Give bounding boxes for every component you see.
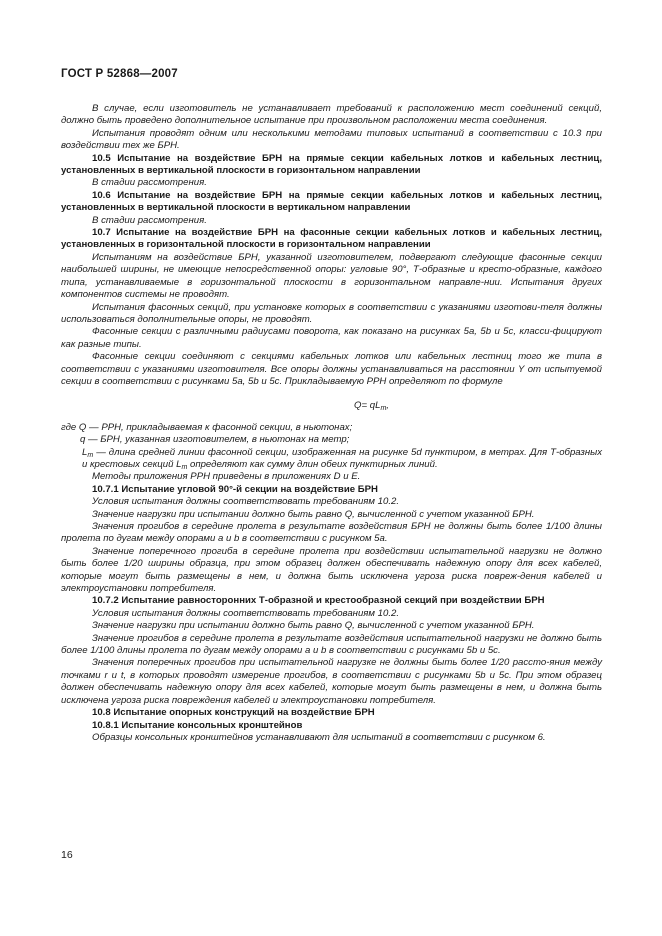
paragraph: Методы приложения PPH приведены в приложениях D и Е. (92, 471, 361, 483)
paragraph: В стадии рассмотрения. (92, 177, 207, 189)
formula (61, 400, 602, 412)
legend-subscript: m (87, 451, 94, 459)
paragraph: Испытаниям на воздействие БРН, указанной изготовителем, подвергают следующие фасонные секции наибольшей ширины, не имеющие непосредственной опоры: угловые 90°, Т-образные и кресто-образные, каждого типа, устанавливаемые в горизонтальной плоскости в горизонтальном направле-нии. Испытания других компонентов системы не проводят. (61, 251, 602, 301)
document-header: ГОСТ Р 52868—2007 (61, 68, 178, 80)
section-heading-10-8-1: 10.8.1 Испытание консольных кронштейнов (92, 719, 303, 731)
paragraph: Условия испытания должны соответствовать требованиям 10.2. (92, 607, 399, 619)
paragraph: Испытания проводят одним или несколькими методами типовых испытаний в соответствии с 10.3 при воздействии тех же БРН. (61, 127, 602, 152)
paragraph: В стадии рассмотрения. (92, 214, 207, 226)
formula-main: Q= qL (354, 400, 381, 412)
legend-subscript: m (181, 463, 188, 471)
formula-subscript: m (380, 405, 387, 413)
paragraph: Образцы консольных кронштейнов устанавливают для испытаний в соответствии с рисунком 6. (92, 731, 546, 743)
section-heading-10-5: 10.5 Испытание на воздействие БРН на прямые секции кабельных лотков и кабельных лестниц, установленных в вертикальной плоскости в горизонтальном направлении (61, 152, 602, 177)
section-heading-10-7-1: 10.7.1 Испытание угловой 90°-й секции на воздействие БРН (92, 483, 378, 495)
section-heading-10-6: 10.6 Испытание на воздействие БРН на прямые секции кабельных лотков и кабельных лестниц, установленных в вертикальной плоскости в вертикальном направлении (61, 189, 602, 214)
formula-legend-lm (61, 447, 602, 472)
paragraph: Значения поперечных прогибов при испытательной нагрузке не должны быть более 1/20 рассто-яния между точками r и t, в которых проводят измерение прогибов, в соответствии с рисунками 5b и 5с. При этом образец должен обеспечивать надежную опору для всех кабелей, которые могут быть размещены в нем, и должна быть исключена угроза риска повреждения кабелей и электроустановки потребителя. (61, 657, 602, 706)
page-number: 16 (61, 849, 73, 861)
paragraph: Значение нагрузки при испытании должно быть равно Q, вычисленной с учетом указанной БРН. (92, 508, 535, 520)
legend-text: — длина средней линии фасонной секции, изображенная на рисунке 5d пунктиром, в метрах. Для Т-образных и крестовых секций L (82, 446, 602, 470)
section-heading-10-7-2: 10.7.2 Испытание равносторонних Т-образной и крестообразной секций при воздействии БРН (92, 595, 545, 607)
paragraph: Значения прогибов в середине пролета в результате воздействия БРН не должны быть более 1/100 длины пролета по дугам между опорами а и b в соответствии с рисунком 5а. (61, 521, 602, 545)
legend-text-tail: определяют как сумму длин обеих пунктирных линий. (187, 458, 438, 470)
paragraph: Условия испытания должны соответствовать требованиям 10.2. (92, 496, 399, 508)
legend-symbol: L (82, 446, 88, 458)
paragraph: Фасонные секции соединяют с секциями кабельных лотков или кабельных лестниц того же типа в соответствии с указаниями изготовителя. Все опоры должны устанавливаться на расстоянии Y от испытуемой секции в соответствии с рисунками 5а, 5b и 5с. Прикладываемую PPH определяют по формуле (61, 351, 602, 387)
paragraph: Фасонные секции с различными радиусами поворота, как показано на рисунках 5а, 5b и 5с, класси-фицируют как разные типы. (61, 326, 602, 350)
paragraph: В случае, если изготовитель не устанавливает требований к расположению мест соединений секций, должно быть проведено дополнительное испытание при произвольном расположении места соединения. (61, 103, 602, 127)
formula-tail: , (386, 400, 389, 412)
section-heading-10-8: 10.8 Испытание опорных конструкций на воздействие БРН (92, 707, 375, 719)
paragraph: Значение прогибов в середине пролета в результате воздействия испытательной нагрузки не должно быть более 1/100 длины пролета по дугам между опорами а и b в соответствии с рисунками 5b и 5с. (61, 632, 602, 657)
formula-legend-q: где Q — PPH, прикладываемая к фасонной секции, в ньютонах; (61, 421, 353, 433)
section-heading-10-7: 10.7 Испытание на воздействие БРН на фасонные секции кабельных лотков и кабельных лестниц, установленных в горизонтальной плоскости в горизонтальном направлении (61, 227, 602, 251)
formula-legend-q-small: q — БРН, указанная изготовителем, в ньютонах на метр; (80, 434, 350, 446)
paragraph: Испытания фасонных секций, при установке которых в соответствии с указаниями изготови-теля должны использоваться дополнительные опоры, не проводят. (61, 301, 602, 325)
paragraph: Значение нагрузки при испытании должно быть равно Q, вычисленной с учетом указанной БРН. (92, 620, 535, 632)
paragraph: Значение поперечного прогиба в середине пролета при воздействии испытательной нагрузки не должно быть более 1/20 ширины образца, при этом образец должен обеспечивать надежную опору для всех кабелей, которые могут быть размещены в нем, и должна быть исключена угроза риска повреж-дения кабелей и электроустановки потребителя. (61, 545, 602, 595)
